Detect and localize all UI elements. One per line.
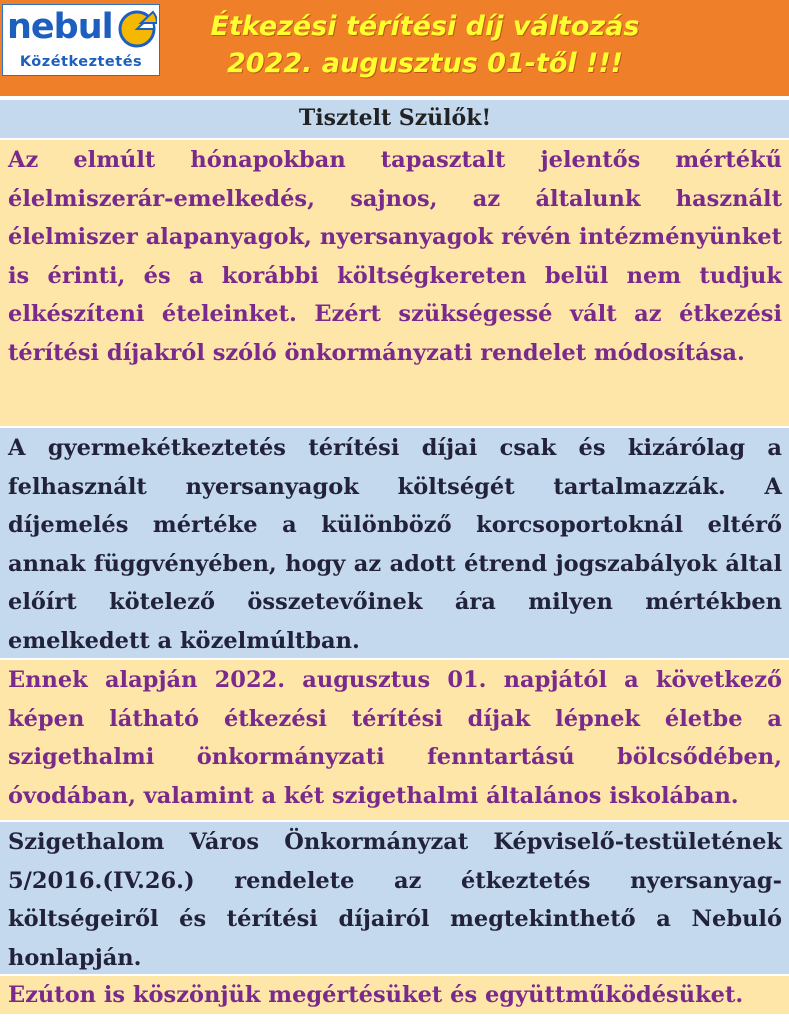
nebulo-logo [2, 4, 160, 76]
paragraph-2: A gyermekétkeztetés térítési díjai csak és kizárólag a felhasznált nyersanyagok költségét tartalmazzák. A díjemelés mértéke a különböző korcsoportoknál eltérő annak függvényében, hogy az adott étrend jogszabályok által előírt kötelező összetevőinek ára milyen mértékben emelkedett a közelmúltban. [0, 428, 789, 658]
paragraph-1: Az elmúlt hónapokban tapasztalt jelentős mértékű élelmiszerár-emelkedés, sajnos, az általunk használt élelmiszer alapanyagok, nyersanyagok révén intézményünket is érinti, és a korábbi költségkereten belül nem tudjuk elkészíteni ételeinket. Ezért szükségessé vált az étkezési térítési díjakról szóló önkormányzati rendelet módosítása. [0, 140, 789, 426]
logo-word: nebul [7, 7, 113, 47]
paragraph-4: Szigethalom Város Önkormányzat Képviselő-testületének 5/2016.(IV.26.) rendelete az étkeztetés nyersanyag-költségeiről és térítési díjairól megtekinthető a Nebuló honlapján. [0, 822, 789, 974]
page-title [165, 8, 685, 82]
logo-subtitle: Közétkeztetés [19, 54, 143, 70]
pie-chart-icon [117, 9, 157, 49]
paragraph-3: Ennek alapján 2022. augusztus 01. napjától a következő képen látható étkezési térítési díjak lépnek életbe a szigethalmi önkormányzati fenntartású bölcsődében, óvodában, valamint a két szigethalmi általános iskolában. [0, 660, 789, 820]
header-banner [0, 0, 789, 96]
title-line-2: 2022. augusztus 01-től !!! [226, 48, 623, 79]
closing-line: Ezúton is köszönjük megértésüket és együttműködésüket. [0, 976, 789, 1014]
title-line-1: Étkezési térítési díj változás [210, 11, 640, 42]
greeting: Tisztelt Szülők! [0, 100, 789, 138]
